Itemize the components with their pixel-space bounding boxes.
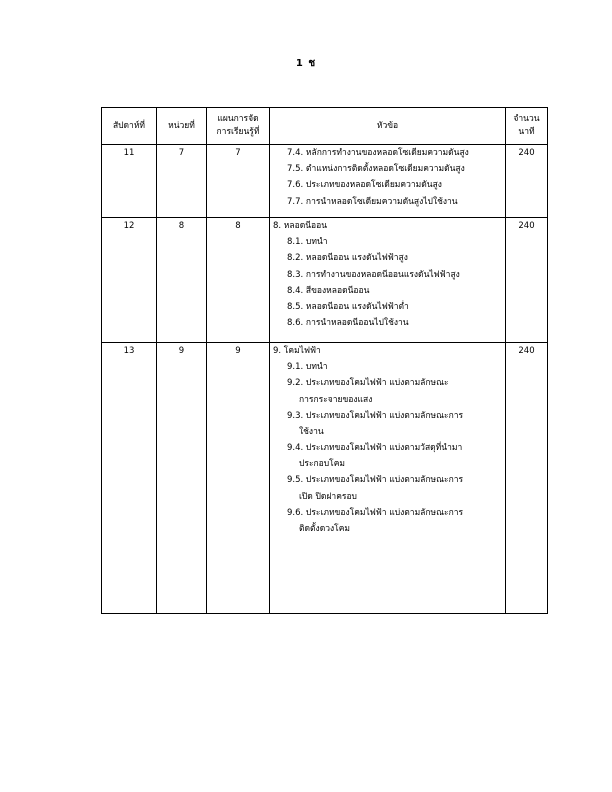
topic-cell [270, 218, 506, 343]
unit-cell: 8 [157, 218, 207, 343]
week-cell: 12 [102, 218, 157, 343]
header-unit: หน่วยที่ [157, 108, 207, 145]
topic-item: 8.6. การนำหลอดนีออนไปใช้งาน [287, 318, 409, 329]
header-plan-line1: แผนการจัด [217, 114, 259, 125]
topic-item-continuation: เปิด ปิดฝาครอบ [299, 491, 357, 502]
table-header-row [102, 108, 548, 145]
topic-item: 8.2. หลอดนีออน แรงดันไฟฟ้าสูง [287, 253, 408, 264]
header-plan-line2: การเรียนรู้ที่ [216, 127, 260, 137]
plan-cell: 7 [207, 145, 270, 218]
week-cell: 13 [102, 343, 157, 614]
course-schedule-table [101, 107, 548, 614]
topic-item: 9.5. ประเภทของโคมไฟฟ้า แบ่งตามลักษณะการ [287, 475, 464, 486]
topic-heading: 8. หลอดนีออน [273, 221, 328, 231]
page-number: 1 ช [295, 58, 317, 69]
topic-item-continuation: ประกอบโคม [299, 459, 346, 470]
week-cell: 11 [102, 145, 157, 218]
unit-cell: 9 [157, 343, 207, 614]
topic-item: 9.1. บทนำ [287, 362, 328, 373]
topic-item: 9.4. ประเภทของโคมไฟฟ้า แบ่งตามวัสดุที่นำมา [287, 443, 463, 454]
table-row [102, 343, 548, 614]
topic-item: 9.2. ประเภทของโคมไฟฟ้า แบ่งตามลักษณะ [287, 378, 449, 389]
header-week: สัปดาห์ที่ [102, 108, 157, 145]
topic-item: 8.5. หลอดนีออน แรงดันไฟฟ้าต่ำ [287, 301, 409, 312]
topic-item-continuation: การกระจายของแสง [299, 394, 373, 405]
minutes-cell: 240 [506, 218, 548, 343]
plan-cell: 9 [207, 343, 270, 614]
header-plan [207, 108, 270, 145]
plan-cell: 8 [207, 218, 270, 343]
minutes-cell: 240 [506, 343, 548, 614]
header-topic: หัวข้อ [270, 108, 506, 145]
header-minutes-line1: จำนวน [513, 114, 540, 125]
topic-cell [270, 343, 506, 614]
table-row [102, 145, 548, 218]
minutes-cell: 240 [506, 145, 548, 218]
topic-item: 7.6. ประเภทของหลอดโซเดียมความดันสูง [287, 180, 442, 191]
topic-cell [270, 145, 506, 218]
topic-item-continuation: ใช้งาน [299, 426, 324, 437]
topic-item: 9.3. ประเภทของโคมไฟฟ้า แบ่งตามลักษณะการ [287, 410, 464, 421]
topic-item: 7.5. ตำแหน่งการติดตั้งหลอดโซเดียมความดันสูง [287, 164, 465, 175]
topic-heading: 9. โคมไฟฟ้า [273, 346, 321, 356]
topic-item: 7.4. หลักการทำงานของหลอดโซเดียมความดันสูง [287, 148, 469, 158]
topic-item: 8.3. การทำงานของหลอดนีออนแรงดันไฟฟ้าสูง [287, 269, 460, 280]
header-minutes-line2: นาที [518, 127, 535, 137]
unit-cell: 7 [157, 145, 207, 218]
topic-item: 8.4. สีของหลอดนีออน [287, 285, 370, 296]
table-row [102, 218, 548, 343]
topic-item: 8.1. บทนำ [287, 237, 328, 248]
topic-item-continuation: ติดตั้งดวงโคม [299, 523, 351, 534]
topic-item: 9.6. ประเภทของโคมไฟฟ้า แบ่งตามลักษณะการ [287, 507, 464, 518]
topic-item: 7.7. การนำหลอดโซเดียมความดันสูงไปใช้งาน [287, 196, 458, 207]
header-minutes [506, 108, 548, 145]
